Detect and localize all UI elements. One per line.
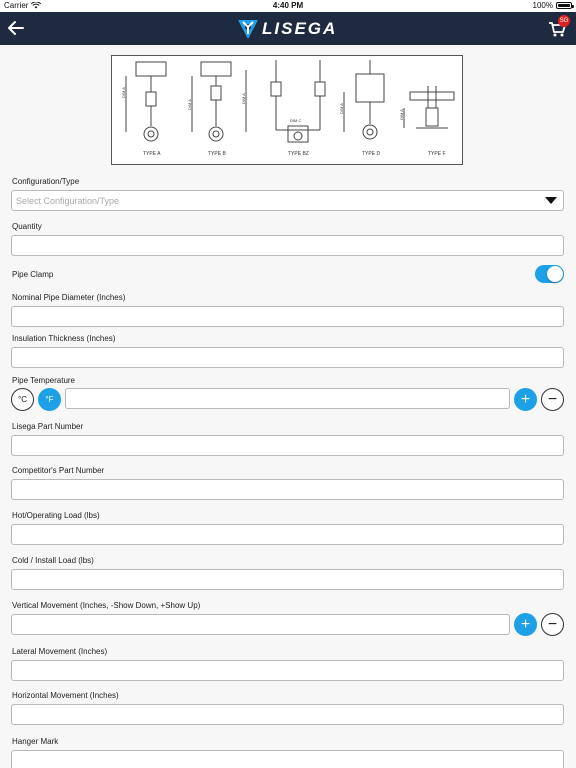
vertical-decrement-button[interactable] <box>541 613 564 636</box>
diagram-dim-label: DIM A <box>186 99 192 110</box>
diagram-label-type-a: TYPE A <box>143 151 161 157</box>
diagram-label-type-f: TYPE F <box>428 151 446 157</box>
vertical-movement-input[interactable] <box>11 614 510 635</box>
nominal-pipe-diameter-input[interactable] <box>11 306 564 327</box>
hot-operating-load-input[interactable] <box>11 524 564 545</box>
insulation-thickness-label: Insulation Thickness (Inches) <box>12 334 116 343</box>
cart-badge: SG <box>558 15 570 27</box>
minus-icon: − <box>547 390 558 408</box>
competitor-part-number-label: Competitor's Part Number <box>12 466 105 475</box>
diagram-dim-label: DIM A <box>240 93 246 104</box>
quantity-input[interactable] <box>11 235 564 256</box>
diagram-label-type-b: TYPE B <box>208 151 226 157</box>
pipe-clamp-label: Pipe Clamp <box>12 270 54 279</box>
status-bar <box>0 0 576 12</box>
battery-percent: 100% <box>532 1 553 10</box>
insulation-thickness-input[interactable] <box>11 347 564 368</box>
cold-install-load-input[interactable] <box>11 569 564 590</box>
lateral-movement-label: Lateral Movement (Inches) <box>12 647 108 656</box>
quantity-label: Quantity <box>12 222 42 231</box>
diagram-dim-label: DIM A <box>338 103 344 114</box>
back-arrow-icon[interactable] <box>6 18 26 38</box>
lisega-logo <box>237 16 337 42</box>
diagram-dim-label: DIM C <box>290 118 302 123</box>
nav-bar <box>0 12 576 45</box>
unit-fahrenheit-button[interactable]: °F <box>38 388 61 411</box>
configuration-label: Configuration/Type <box>12 177 80 186</box>
diagram-dim-label: DIM A <box>120 87 126 98</box>
nominal-pipe-diameter-label: Nominal Pipe Diameter (Inches) <box>12 293 126 302</box>
carrier-label: Carrier <box>4 1 29 10</box>
diagram-dim-label: DIM A <box>398 109 404 120</box>
configuration-placeholder: Select Configuration/Type <box>16 195 120 206</box>
diagram-label-type-d: TYPE D <box>362 151 381 157</box>
pipe-clamp-toggle[interactable] <box>535 265 564 283</box>
battery-icon <box>556 2 572 9</box>
plus-icon: + <box>520 390 531 408</box>
plus-icon: + <box>520 615 531 633</box>
hanger-mark-input[interactable] <box>11 750 564 768</box>
lisega-logo-icon <box>237 18 259 40</box>
horizontal-movement-input[interactable] <box>11 704 564 725</box>
pipe-temperature-input[interactable] <box>65 388 510 409</box>
status-time: 4:40 PM <box>272 1 304 10</box>
vertical-movement-label: Vertical Movement (Inches, -Show Down, +Show Up) <box>12 601 201 610</box>
toggle-knob <box>547 266 563 282</box>
hanger-types-diagram <box>111 55 463 165</box>
logo-text: LISEGA <box>262 19 338 38</box>
diagram-label-type-bz: TYPE BZ <box>288 151 309 157</box>
pipe-temperature-label: Pipe Temperature <box>12 376 75 385</box>
horizontal-movement-label: Horizontal Movement (Inches) <box>12 691 119 700</box>
lisega-part-number-label: Lisega Part Number <box>12 422 84 431</box>
hanger-types-drawing <box>112 56 462 164</box>
lisega-part-number-input[interactable] <box>11 435 564 456</box>
configuration-select[interactable] <box>11 190 564 211</box>
hanger-mark-label: Hanger Mark <box>12 737 59 746</box>
vertical-increment-button[interactable] <box>514 613 537 636</box>
lateral-movement-input[interactable] <box>11 660 564 681</box>
minus-icon: − <box>547 615 558 633</box>
cold-install-load-label: Cold / Install Load (lbs) <box>12 556 94 565</box>
unit-celsius-button[interactable]: °C <box>11 388 34 411</box>
battery-info <box>533 1 572 10</box>
hot-operating-load-label: Hot/Operating Load (lbs) <box>12 511 100 520</box>
dropdown-caret-icon <box>545 197 557 204</box>
temperature-increment-button[interactable] <box>514 388 537 411</box>
competitor-part-number-input[interactable] <box>11 479 564 500</box>
temperature-decrement-button[interactable] <box>541 388 564 411</box>
